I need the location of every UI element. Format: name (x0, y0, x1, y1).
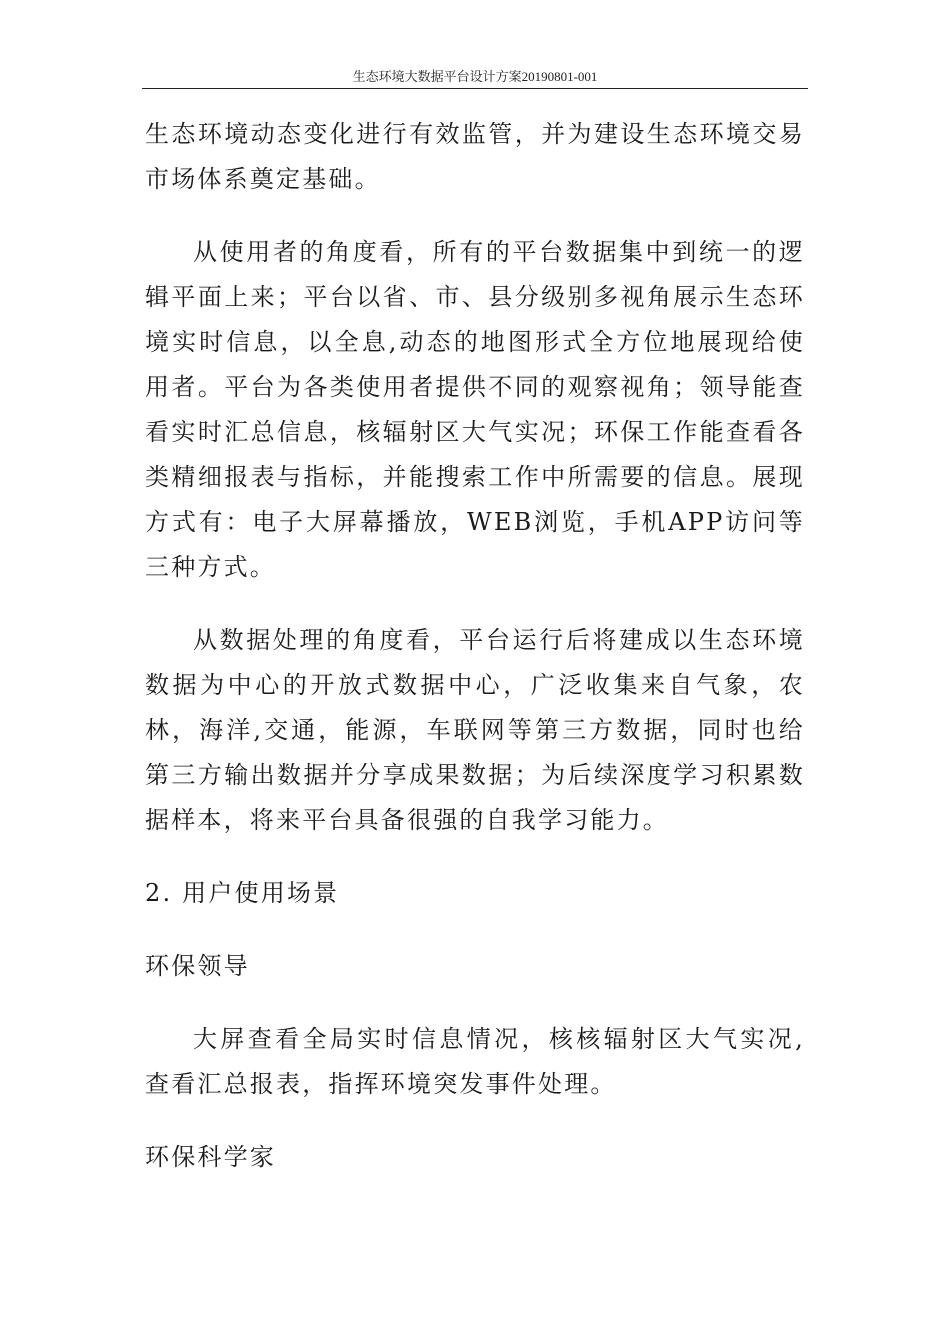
section-heading: 2. 用户使用场景 (145, 879, 340, 907)
paragraph-user-perspective: 从使用者的角度看，所有的平台数据集中到统一的逻辑平面上来；平台以省、市、县分级别多视角展示生态环境实时信息，以全息,动态的地图形式全方位地展现给使用者。平台为各类使用者提供不同的观察视角；领导能查看实时汇总信息，核辐射区大气实况；环保工作能查看各类精细报表与指标，并能搜索工作中所需要的信息。展现方式有：电子大屏幕播放，WEB浏览，手机APP访问等三种方式。 (145, 238, 805, 581)
paragraph-gap (145, 916, 805, 944)
paragraph-gap (145, 843, 805, 871)
role-heading-leader: 环保领导 (145, 952, 250, 980)
page-header-title: 生态环境大数据平台设计方案20190801-001 (352, 69, 598, 84)
document-body (145, 112, 805, 1180)
paragraph-gap (145, 1107, 805, 1135)
paragraph-data-perspective: 从数据处理的角度看，平台运行后将建成以生态环境数据为中心的开放式数据中心，广泛收集来自气象，农林，海洋,交通，能源，车联网等第三方数据，同时也给第三方输出数据并分享成果数据；为后续深度学习积累数据样本，将来平台具备很强的自我学习能力。 (145, 626, 805, 834)
paragraph-leader-scenario: 大屏查看全局实时信息情况，核核辐射区大气实况,查看汇总报表，指挥环境突发事件处理。 (145, 1025, 805, 1098)
paragraph-gap (145, 989, 805, 1017)
paragraph-continued: 生态环境动态变化进行有效监管，并为建设生态环境交易市场体系奠定基础。 (145, 120, 805, 193)
role-heading-scientist: 环保科学家 (145, 1143, 276, 1171)
paragraph-gap (145, 202, 805, 230)
paragraph-gap (145, 590, 805, 618)
header-divider (142, 88, 808, 89)
